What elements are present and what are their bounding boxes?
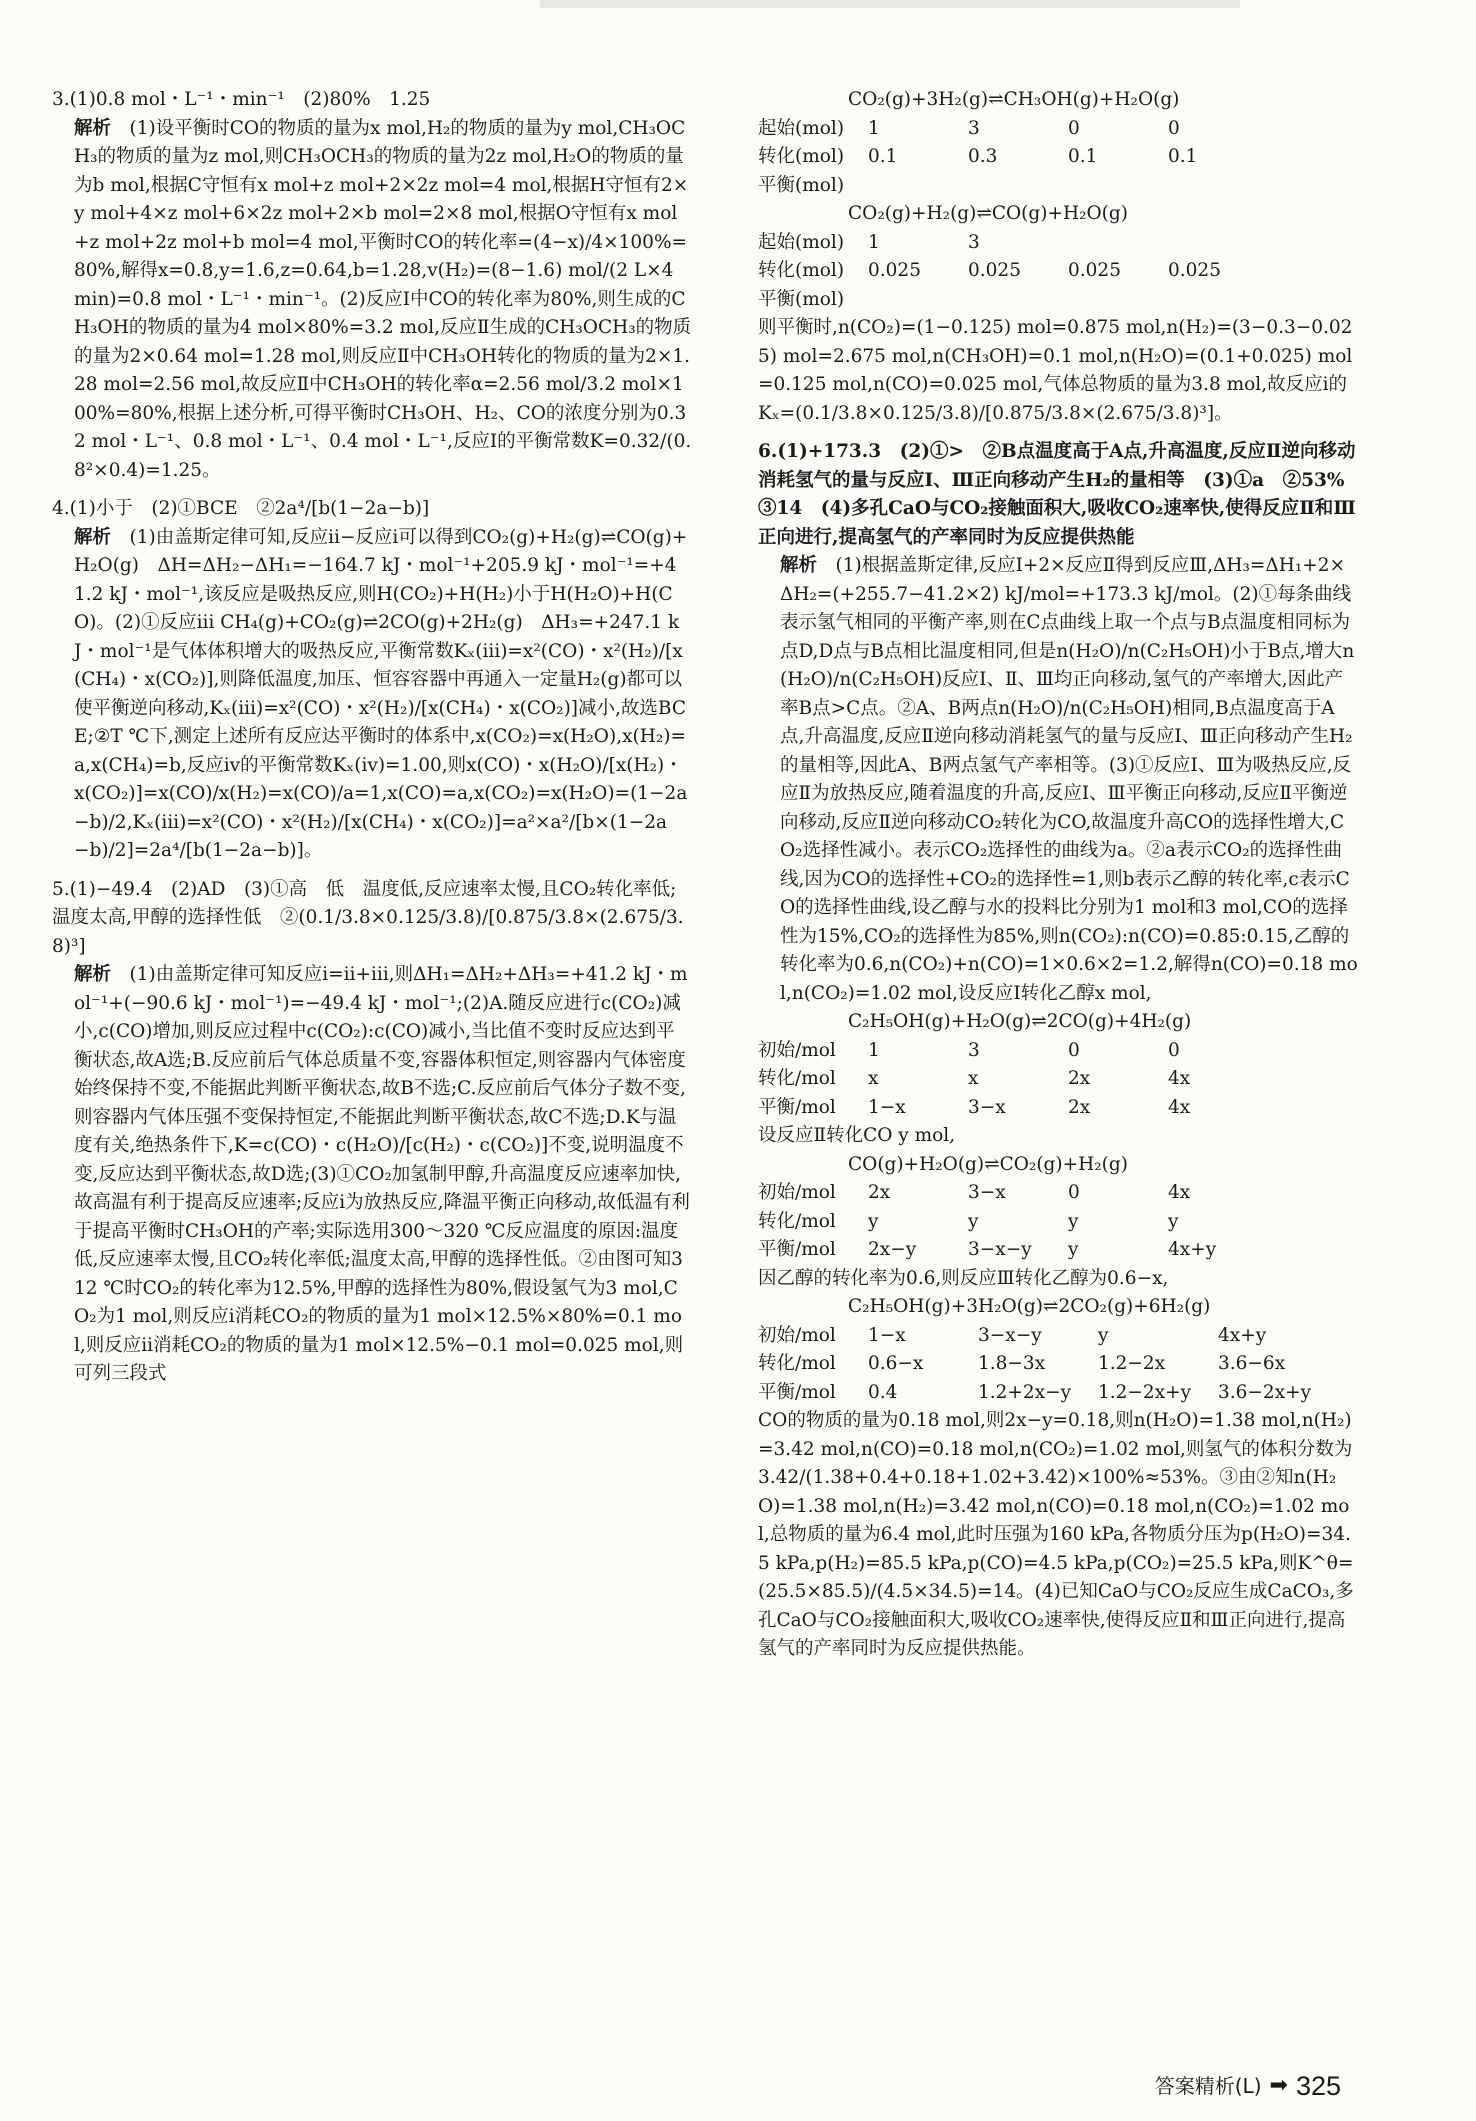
table-cell: y bbox=[1068, 1210, 1079, 1232]
table-cell: 转化(mol) bbox=[758, 146, 845, 167]
footer-label: 答案精析(L) bbox=[1154, 2074, 1262, 2098]
table-cell: 1.2+2x−y bbox=[978, 1381, 1072, 1403]
table-cell: y bbox=[1068, 1239, 1079, 1260]
analysis-5-text: (1)由盖斯定律可知反应ⅰ=ⅱ+ⅲ,则ΔH₁=ΔH₂+ΔH₃=+41.2 kJ・mol⁻¹+(−90.6 kJ・mol⁻¹)=−49.4 kJ・mol⁻¹;(2)A.随反应进行c(CO₂)减小,c(CO)增加,则反应过程中c(CO₂):c(CO)减小,当比值不变时反应达到平衡状态,故A选;B.反应前后气体总质量不变,容器体积恒定,则容器内气体密度始终保持不变,不能据此判断平衡状态,故B不选;C.反应前后气体分子数不变,则容器内气体压强不变保持恒定,不能据此判断平衡状态,故C不选;D.K与温度有关,绝热条件下,K=c(CO)・c(H₂O)/[c(H₂)・c(CO₂)]不变,说明温度不变,反应达到平衡状态,故D选;(3)①CO₂加氢制甲醇,升高温度反应速率加快,故高温有利于提高反应速率;反应ⅰ为放热反应,降温平衡正向移动,故低温有利于提高平衡时CH₃OH的产率;实际选用300～320 ℃反应温度的原因:温度低,反应速率太慢,且CO₂转化率低;温度太高,甲醇的选择性低。②由图可知312 ℃时CO₂的转化率为12.5%,甲醇的选择性为80%,假设氢气为3 mol,CO₂为1 mol,则反应ⅰ消耗CO₂的物质的量为1 mol×12.5%×80%=0.1 mol,则反应ⅱ消耗CO₂的物质的量为1 mol×12.5%−0.1 mol=0.025 mol,则可列三段式 bbox=[74, 964, 690, 1384]
table-cell: 平衡(mol) bbox=[758, 174, 845, 196]
table-cell: 0 bbox=[1068, 1182, 1080, 1203]
table-cell: 转化/mol bbox=[758, 1068, 836, 1089]
right-column bbox=[758, 86, 1363, 1664]
table-cell: 0.025 bbox=[968, 260, 1021, 281]
analysis-keyword: 解析 bbox=[74, 964, 112, 985]
table-row bbox=[758, 143, 1358, 172]
table-row bbox=[758, 257, 1358, 286]
table-cell: 4x bbox=[1168, 1182, 1191, 1203]
table-cell: 平衡(mol) bbox=[758, 288, 845, 310]
analysis-6-step3: 因乙醇的转化率为0.6,则反应Ⅲ转化乙醇为0.6−x, bbox=[758, 1267, 1169, 1289]
analysis-6 bbox=[758, 552, 1358, 1008]
analysis-3 bbox=[52, 115, 692, 486]
table-cell: x bbox=[968, 1068, 979, 1089]
analysis-keyword: 解析 bbox=[74, 117, 112, 139]
table-cell: 1.2−2x+y bbox=[1098, 1381, 1192, 1403]
table-cell: 0.025 bbox=[1168, 260, 1221, 281]
table-row bbox=[758, 1037, 1358, 1066]
table-cell: 3.6−6x bbox=[1218, 1353, 1286, 1374]
table-row bbox=[758, 229, 1358, 258]
table-cell: 起始(mol) bbox=[758, 231, 845, 253]
table-cell: 3.6−2x+y bbox=[1218, 1381, 1312, 1403]
analysis-6-text: (1)根据盖斯定律,反应Ⅰ+2×反应Ⅱ得到反应Ⅲ,ΔH₃=ΔH₁+2×ΔH₂=(+255.7−41.2×2) kJ/mol=+173.3 kJ/mol。(2)①每条曲线表示氢气相同的平衡产率,则在C点曲线上取一个点与B点温度相同标为点D,D点与B点相比温度相同,但是n(H₂O)/n(C₂H₅OH)小于B点,增大n(H₂O)/n(C₂H₅OH)反应Ⅰ、Ⅱ、Ⅲ均正向移动,氢气的产率增大,因此产率B点>C点。②A、B两点n(H₂O)/n(C₂H₅OH)相同,B点温度高于A点,升高温度,反应Ⅱ逆向移动消耗氢气的量与反应Ⅰ、Ⅲ正向移动产生H₂的量相等,因此A、B两点氢气产率相等。(3)①反应Ⅰ、Ⅲ为吸热反应,反应Ⅱ为放热反应,随着温度的升高,反应Ⅰ、Ⅲ平衡正向移动,反应Ⅱ平衡逆向移动,反应Ⅱ逆向移动CO₂转化为CO,故温度升高CO的选择性增大,CO₂选择性减小。表示CO₂选择性的曲线为a。②a表示CO₂的选择性曲线,因为CO的选择性+CO₂的选择性=1,则b表示乙醇的转化率,c表示CO的选择性曲线,设乙醇与水的投料比分别为1 mol和3 mol,CO的选择性为15%,CO₂的选择性为85%,则n(CO₂):n(CO)=0.85:0.15,乙醇的转化率为0.6,n(CO₂)+n(CO)=1×0.6×2=1.2,解得n(CO)=0.18 mol,n(CO₂)=1.02 mol,设反应Ⅰ转化乙醇x mol, bbox=[780, 555, 1358, 1004]
table-cell: 0 bbox=[1068, 117, 1080, 139]
table-row bbox=[758, 1322, 1358, 1351]
table-cell: y bbox=[1098, 1324, 1109, 1346]
table-cell: 3 bbox=[968, 1039, 980, 1061]
page-number: 325 bbox=[1295, 2071, 1341, 2101]
equation-2: CO₂(g)+H₂(g)⇌CO(g)+H₂O(g) bbox=[848, 203, 1128, 224]
table-cell: 3 bbox=[968, 231, 980, 253]
three-stage-table-5 bbox=[758, 1322, 1358, 1408]
answer-5: 5.(1)−49.4 (2)AD (3)①高 低 温度低,反应速率太慢,且CO₂转化率低;温度太高,甲醇的选择性低 ②(0.1/3.8×0.125/3.8)/[0.875/3.8×(2.675/3.8)³] bbox=[52, 878, 684, 957]
table-cell: 转化/mol bbox=[758, 1210, 836, 1232]
table-cell: 0 bbox=[1068, 1039, 1080, 1061]
table-cell: 起始(mol) bbox=[758, 117, 845, 139]
table-cell: 4x bbox=[1168, 1096, 1191, 1118]
analysis-keyword: 解析 bbox=[74, 526, 112, 548]
three-stage-table-4 bbox=[758, 1179, 1358, 1265]
table-cell: 3 bbox=[968, 117, 980, 139]
arrow-right-icon: ➡ bbox=[1269, 2073, 1288, 2098]
equation-4: CO(g)+H₂O(g)⇌CO₂(g)+H₂(g) bbox=[848, 1153, 1128, 1175]
spacer bbox=[52, 485, 692, 495]
table-cell: 2x bbox=[868, 1182, 891, 1203]
analysis-4 bbox=[52, 524, 692, 866]
table-cell: 1−x bbox=[868, 1324, 906, 1346]
three-stage-table-2 bbox=[758, 229, 1358, 315]
table-cell: 0.3 bbox=[968, 146, 998, 167]
analysis-keyword: 解析 bbox=[780, 555, 818, 576]
page-footer bbox=[1155, 2072, 1341, 2101]
equation-1: CO₂(g)+3H₂(g)⇌CH₃OH(g)+H₂O(g) bbox=[848, 89, 1180, 110]
table-row bbox=[758, 1208, 1358, 1237]
analysis-5 bbox=[52, 961, 692, 1389]
analysis-5-continued: 则平衡时,n(CO₂)=(1−0.125) mol=0.875 mol,n(H₂)=(3−0.3−0.025) mol=2.675 mol,n(CH₃OH)=0.1 mol,n(H₂O)=(0.1+0.025) mol=0.125 mol,n(CO)=0.025 mol,气体总物质的量为3.8 mol,故反应ⅰ的Kₓ=(0.1/3.8×0.125/3.8)/[0.875/3.8×(2.675/3.8)³]。 bbox=[758, 317, 1353, 424]
table-cell: 2x bbox=[1068, 1068, 1091, 1089]
table-row bbox=[758, 1350, 1358, 1379]
table-cell: 0.025 bbox=[868, 260, 921, 281]
table-cell: 0.1 bbox=[1168, 146, 1198, 167]
table-cell: 0 bbox=[1168, 117, 1180, 139]
table-cell: 转化/mol bbox=[758, 1353, 836, 1374]
answer-4: 4.(1)小于 (2)①BCE ②2a⁴/[b(1−2a−b)] bbox=[52, 498, 430, 519]
table-cell: 0.1 bbox=[1068, 146, 1098, 167]
table-row bbox=[758, 115, 1358, 144]
table-cell: 1−x bbox=[868, 1096, 906, 1118]
table-cell: 4x bbox=[1168, 1068, 1191, 1089]
table-row bbox=[758, 1094, 1358, 1123]
table-cell: 初始/mol bbox=[758, 1039, 836, 1061]
table-cell: 0.6−x bbox=[868, 1353, 924, 1374]
table-cell: 2x bbox=[1068, 1096, 1091, 1118]
table-cell: 1 bbox=[868, 231, 880, 253]
table-cell: y bbox=[1168, 1210, 1179, 1232]
analysis-6-final: CO的物质的量为0.18 mol,则2x−y=0.18,则n(H₂O)=1.38 mol,n(H₂)=3.42 mol,n(CO)=0.18 mol,n(CO₂)=1.02 mol,则氢气的体积分数为3.42/(1.38+0.4+0.18+1.02+3.42)×100%≈53%。③由②知n(H₂O)=1.38 mol,n(H₂)=3.42 mol,n(CO)=0.18 mol,n(CO₂)=1.02 mol,总物质的量为6.4 mol,此时压强为160 kPa,各物质分压为p(H₂O)=34.5 kPa,p(H₂)=85.5 kPa,p(CO)=4.5 kPa,p(CO₂)=25.5 kPa,则K^θ=(25.5×85.5)/(4.5×34.5)=14。(4)已知CaO与CO₂反应生成CaCO₃,多孔CaO与CO₂接触面积大,吸收CO₂速率快,使得反应Ⅱ和Ⅲ正向进行,提高氢气的产率同时为反应提供热能。 bbox=[758, 1410, 1354, 1659]
table-row bbox=[758, 1236, 1358, 1265]
spacer bbox=[758, 428, 1358, 438]
three-stage-table-1 bbox=[758, 115, 1358, 201]
three-stage-table-3 bbox=[758, 1037, 1358, 1123]
table-cell: 3−x bbox=[968, 1182, 1006, 1203]
table-cell: 初始/mol bbox=[758, 1182, 836, 1203]
table-cell: 3−x−y bbox=[978, 1324, 1042, 1346]
table-cell: y bbox=[968, 1210, 979, 1232]
table-cell: y bbox=[868, 1210, 879, 1232]
table-cell: 1.2−2x bbox=[1098, 1353, 1166, 1374]
table-row bbox=[758, 1179, 1358, 1208]
table-cell: 初始/mol bbox=[758, 1324, 836, 1346]
analysis-4-text: (1)由盖斯定律可知,反应ⅱ−反应ⅰ可以得到CO₂(g)+H₂(g)⇌CO(g)+H₂O(g) ΔH=ΔH₂−ΔH₁=−164.7 kJ・mol⁻¹+205.9 kJ・mol⁻¹=+41.2 kJ・mol⁻¹,该反应是吸热反应,则H(CO₂)+H(H₂)小于H(H₂O)+H(CO)。(2)①反应ⅲ CH₄(g)+CO₂(g)⇌2CO(g)+2H₂(g) ΔH₃=+247.1 kJ・mol⁻¹是气体体积增大的吸热反应,平衡常数Kₓ(ⅲ)=x²(CO)・x²(H₂)/[x(CH₄)・x(CO₂)],则降低温度,加压、恒容容器中再通入一定量H₂(g)都可以使平衡逆向移动,Kₓ(ⅲ)=x²(CO)・x²(H₂)/[x(CH₄)・x(CO₂)]减小,故选BCE;②T ℃下,测定上述所有反应达平衡时的体系中,x(CO₂)=x(H₂O),x(H₂)=a,x(CH₄)=b,反应ⅳ的平衡常数Kₓ(ⅳ)=1.00,则x(CO)・x(H₂O)/[x(H₂)・x(CO₂)]=x(CO)/x(H₂)=x(CO)/a=1,x(CO)=a,x(CO₂)=x(H₂O)=(1−2a−b)/2,Kₓ(ⅲ)=x²(CO)・x²(H₂)/[x(CH₄)・x(CO₂)]=a²×a²/[b×(1−2a−b)/2]=2a⁴/[b(1−2a−b)]。 bbox=[74, 526, 688, 861]
table-row bbox=[758, 1065, 1358, 1094]
answer-3: 3.(1)0.8 mol・L⁻¹・min⁻¹ (2)80% 1.25 bbox=[52, 89, 431, 110]
table-row bbox=[758, 172, 1358, 201]
table-cell: 0.025 bbox=[1068, 260, 1121, 281]
table-cell: 1.8−3x bbox=[978, 1353, 1046, 1374]
left-column bbox=[52, 86, 692, 1389]
table-cell: 平衡/mol bbox=[758, 1239, 836, 1260]
table-cell: 3−x−y bbox=[968, 1239, 1032, 1260]
table-cell: 平衡/mol bbox=[758, 1096, 836, 1118]
table-cell: 4x+y bbox=[1168, 1239, 1217, 1260]
top-scan-strip bbox=[540, 0, 1240, 8]
table-cell: 3−x bbox=[968, 1096, 1006, 1118]
table-cell: 转化(mol) bbox=[758, 260, 845, 281]
table-cell: 0.4 bbox=[868, 1381, 898, 1403]
table-cell: 0.1 bbox=[868, 146, 898, 167]
table-row bbox=[758, 286, 1358, 315]
analysis-6-step2: 设反应Ⅱ转化CO y mol, bbox=[758, 1125, 956, 1146]
table-cell: 0 bbox=[1168, 1039, 1180, 1061]
analysis-3-text: (1)设平衡时CO的物质的量为x mol,H₂的物质的量为y mol,CH₃OCH₃的物质的量为z mol,则CH₃OCH₃的物质的量为2z mol,H₂O的物质的量为b mol,根据C守恒有x mol+z mol+2×2z mol=4 mol,根据H守恒有2×y mol+4×z mol+6×2z mol+2×b mol=2×8 mol,根据O守恒有x mol+z mol+2z mol+b mol=4 mol,平衡时CO的转化率=(4−x)/4×100%=80%,解得x=0.8,y=1.6,z=0.64,b=1.28,v(H₂)=(8−1.6) mol/(2 L×4 min)=0.8 mol・L⁻¹・min⁻¹。(2)反应Ⅰ中CO的转化率为80%,则生成的CH₃OH的物质的量为4 mol×80%=3.2 mol,反应Ⅱ生成的CH₃OCH₃的物质的量为2×0.64 mol=1.28 mol,则反应Ⅱ中CH₃OH转化的物质的量为2×1.28 mol=2.56 mol,故反应Ⅱ中CH₃OH的转化率α=2.56 mol/3.2 mol×100%=80%,根据上述分析,可得平衡时CH₃OH、H₂、CO的浓度分别为0.32 mol・L⁻¹、0.8 mol・L⁻¹、0.4 mol・L⁻¹,反应Ⅰ的平衡常数K=0.32/(0.8²×0.4)=1.25。 bbox=[74, 117, 692, 481]
equation-3: C₂H₅OH(g)+H₂O(g)⇌2CO(g)+4H₂(g) bbox=[848, 1011, 1192, 1032]
table-cell: 2x−y bbox=[868, 1239, 917, 1260]
table-cell: 平衡/mol bbox=[758, 1381, 836, 1403]
table-cell: x bbox=[868, 1068, 879, 1089]
table-row bbox=[758, 1379, 1358, 1408]
spacer bbox=[52, 866, 692, 876]
table-cell: 4x+y bbox=[1218, 1324, 1267, 1346]
table-cell: 1 bbox=[868, 117, 880, 139]
answer-6: 6.(1)+173.3 (2)①> ②B点温度高于A点,升高温度,反应Ⅱ逆向移动消耗氢气的量与反应Ⅰ、Ⅲ正向移动产生H₂的量相等 (3)①a ②53% ③14 (4)多孔CaO与CO₂接触面积大,吸收CO₂速率快,使得反应Ⅱ和Ⅲ正向进行,提高氢气的产率同时为反应提供热能 bbox=[758, 441, 1363, 548]
table-cell: 1 bbox=[868, 1039, 880, 1061]
equation-5: C₂H₅OH(g)+3H₂O(g)⇌2CO₂(g)+6H₂(g) bbox=[848, 1296, 1211, 1317]
